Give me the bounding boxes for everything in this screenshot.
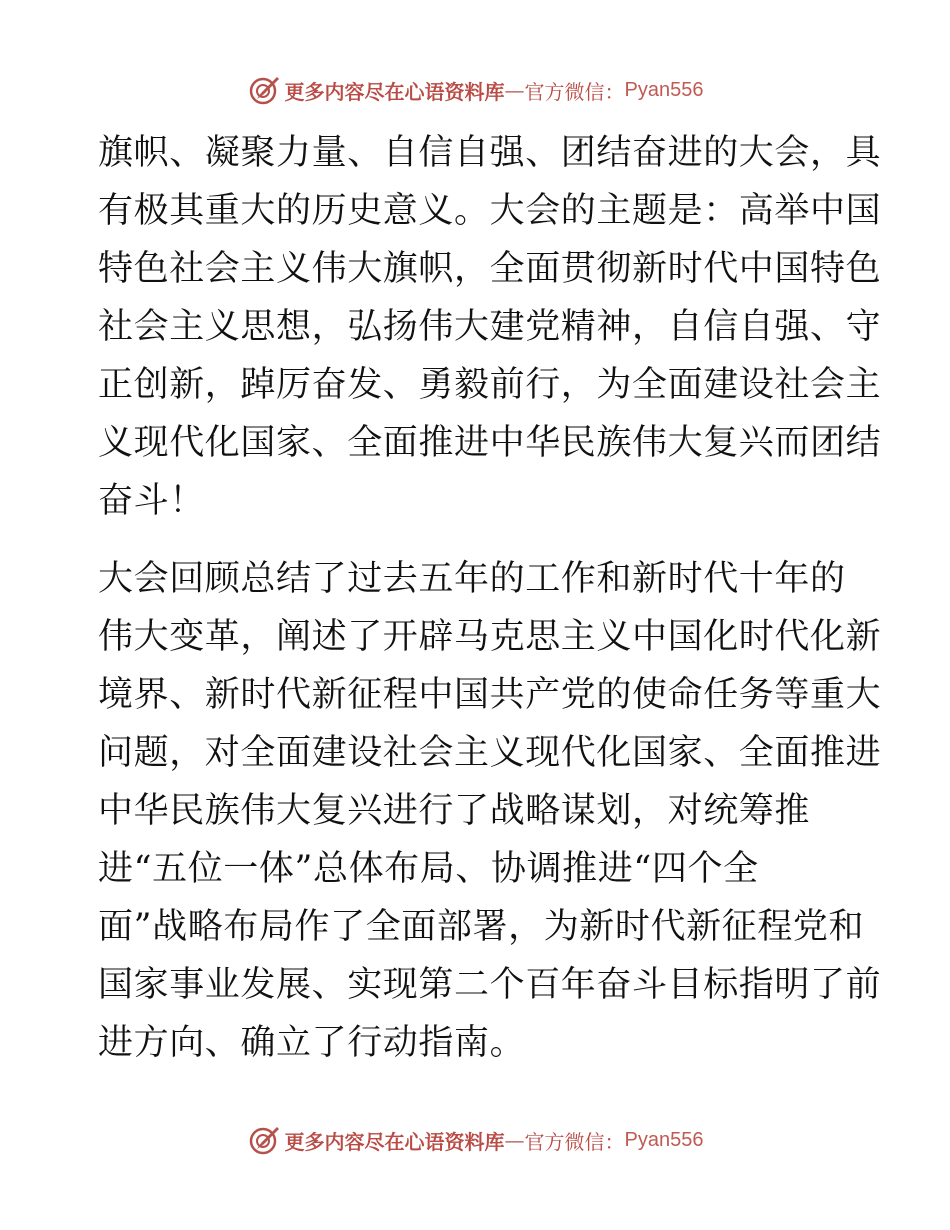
text-line: 旗帜、凝聚力量、自信自强、团结奋进的大会，具 (98, 133, 882, 173)
text-line: 进“五位一体”总体布局、协调推进“四个全 (98, 849, 759, 889)
paragraph-spacer (98, 530, 858, 550)
banner-dash: — (504, 1128, 525, 1152)
banner-site-name: 更多内容尽在心语资料库 (284, 79, 505, 104)
text-line: 伟大变革，阐述了开辟马克思主义中国化时代化新 (98, 617, 882, 657)
text-line: 进方向、确立了行动指南。 (98, 1023, 526, 1063)
footer-watermark (0, 1120, 950, 1160)
text-line: 大会回顾总结了过去五年的工作和新时代十年的 (98, 559, 846, 599)
paragraph-1 (98, 124, 882, 530)
banner-site-name: 更多内容尽在心语资料库 (284, 1129, 505, 1154)
banner-dash: — (504, 78, 525, 102)
text-line: 面”战略布局作了全面部署，为新时代新征程党和 (98, 907, 865, 947)
quill-logo-icon (247, 73, 281, 107)
text-line: 境界、新时代新征程中国共产党的使命任务等重大 (98, 675, 882, 715)
text-line: 中华民族伟大复兴进行了战略谋划，对统筹推 (98, 791, 811, 831)
text-line: 问题，对全面建设社会主义现代化国家、全面推进 (98, 733, 882, 773)
text-line: 义现代化国家、全面推进中华民族伟大复兴而团结 (98, 423, 882, 463)
text-line: 社会主义思想，弘扬伟大建党精神，自信自强、守 (98, 307, 882, 347)
banner-wechat-id: Pyan556 (624, 1128, 704, 1151)
text-line: 特色社会主义伟大旗帜，全面贯彻新时代中国特色 (98, 249, 882, 289)
header-watermark (0, 70, 950, 110)
banner-wechat-label: 官方微信： (524, 1129, 625, 1154)
text-line: 正创新，踔厉奋发、勇毅前行，为全面建设社会主 (98, 365, 882, 405)
banner-wechat-label: 官方微信： (524, 79, 625, 104)
paragraph-2 (98, 550, 882, 1072)
body-text (98, 124, 882, 1072)
quill-logo-icon (247, 1123, 281, 1157)
text-line: 奋斗！ (98, 481, 205, 521)
text-line: 国家事业发展、实现第二个百年奋斗目标指明了前 (98, 965, 882, 1005)
text-line: 有极其重大的历史意义。大会的主题是：高举中国 (98, 191, 882, 231)
banner-wechat-id: Pyan556 (624, 78, 704, 101)
